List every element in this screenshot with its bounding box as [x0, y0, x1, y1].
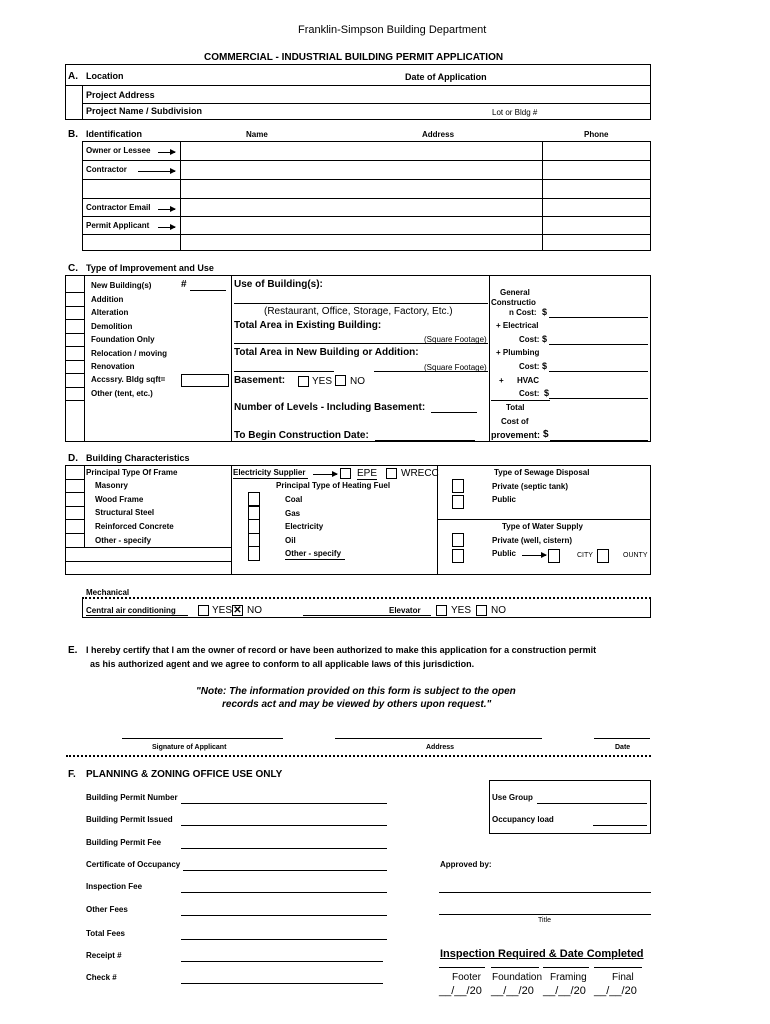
city-label: CITY	[577, 552, 593, 559]
general-dollar: $	[542, 307, 548, 317]
basement-no-checkbox[interactable]	[335, 375, 346, 386]
water-private-checkbox[interactable]	[452, 533, 464, 547]
improvement-box	[65, 275, 651, 442]
basement-yes-label: YES	[312, 376, 333, 387]
elevator-no: NO	[491, 605, 506, 616]
permit-applicant-label: Permit Applicant	[86, 221, 150, 230]
other-tent-label: Other (tent, etc.)	[91, 389, 153, 398]
renovation-label: Renovation	[91, 362, 135, 371]
square-footage-new: (Square Footage)	[424, 363, 487, 372]
inspection-fee-label: Inspection Fee	[86, 882, 143, 891]
inspection-final: Final	[612, 972, 634, 983]
arrow-icon	[158, 209, 175, 210]
electrical-label: + Electrical	[496, 321, 539, 330]
section-f-letter: F.	[68, 769, 76, 780]
approved-by-field[interactable]	[439, 892, 651, 893]
plumbing-dollar: $	[542, 361, 548, 371]
demolition-label: Demolition	[91, 322, 133, 331]
basement-no-label: NO	[350, 376, 365, 387]
sewage-public: Public	[492, 495, 517, 504]
number-sign: #	[181, 279, 187, 290]
electricity-supplier-label: Electricity Supplier	[233, 468, 306, 477]
arrow-icon	[138, 171, 175, 172]
section-d-letter: D.	[68, 453, 78, 464]
owner-lessee-label: Owner or Lessee	[86, 146, 151, 155]
permit-issued-field[interactable]	[181, 825, 387, 826]
central-air-yes-checkbox[interactable]	[198, 605, 209, 616]
use-group-label: Use Group	[492, 793, 533, 802]
sewage-private: Private (septic tank)	[492, 482, 569, 491]
check-field[interactable]	[181, 983, 383, 984]
water-public: Public	[492, 549, 517, 558]
inspection-fee-field[interactable]	[181, 892, 387, 893]
project-address-field[interactable]	[160, 90, 645, 102]
receipt-field[interactable]	[181, 961, 383, 962]
project-name-field[interactable]	[210, 106, 480, 118]
footer-date[interactable]: __/__/20	[439, 985, 482, 997]
separator	[66, 755, 651, 757]
plumbing-cost-label: Cost:	[519, 362, 540, 371]
basement-yes-checkbox[interactable]	[298, 376, 309, 387]
sewage-title: Type of Sewage Disposal	[494, 468, 590, 477]
heating-coal: Coal	[285, 495, 303, 504]
project-name-label: Project Name / Subdivision	[86, 106, 203, 116]
section-b-letter: B.	[68, 129, 78, 140]
inspection-foundation: Foundation	[492, 972, 543, 983]
contractor-email-label: Contractor Email	[86, 203, 151, 212]
contractor-field[interactable]	[182, 161, 540, 178]
certificate-field[interactable]	[183, 870, 387, 871]
inspection-title: Inspection Required & Date Completed	[440, 948, 644, 960]
other-fees-label: Other Fees	[86, 905, 128, 914]
permit-fee-label: Building Permit Fee	[86, 838, 162, 847]
section-c-label: Type of Improvement and Use	[86, 263, 214, 273]
certificate-label: Certificate of Occupancy	[86, 860, 181, 869]
section-a-letter: A.	[68, 71, 78, 82]
inspection-framing: Framing	[550, 972, 587, 983]
arrow-icon	[313, 474, 337, 475]
heating-other-checkbox[interactable]	[248, 547, 260, 561]
water-title: Type of Water Supply	[502, 522, 583, 531]
frame-title: Principal Type Of Frame	[86, 468, 178, 477]
department-name: Franklin-Simpson Building Department	[298, 24, 487, 36]
frame-wood: Wood Frame	[95, 495, 144, 504]
final-date[interactable]: __/__/20	[594, 985, 637, 997]
signature-label: Signature of Applicant	[152, 744, 227, 751]
electrical-dollar: $	[542, 334, 548, 344]
approved-by-label: Approved by:	[440, 860, 492, 869]
heating-other: Other - specify	[285, 549, 342, 558]
square-footage-existing: (Square Footage)	[424, 335, 487, 344]
date-line[interactable]	[594, 738, 650, 739]
contractor-label: Contractor	[86, 165, 127, 174]
section-b-label: Identification	[86, 129, 142, 139]
permit-number-label: Building Permit Number	[86, 793, 178, 802]
general-cost-label-3: n Cost:	[509, 308, 537, 317]
water-private: Private (well, cistern)	[492, 536, 573, 545]
date-of-application-label: Date of Application	[405, 72, 487, 82]
section-d-label: Building Characteristics	[86, 453, 190, 463]
title-field[interactable]	[439, 914, 651, 915]
use-of-building-label: Use of Building(s):	[234, 279, 323, 290]
arrow-icon	[522, 555, 546, 556]
water-county-checkbox[interactable]	[597, 549, 609, 563]
electrical-cost-label: Cost:	[519, 335, 540, 344]
section-f-label: PLANNING & ZONING OFFICE USE ONLY	[86, 769, 283, 780]
central-air-no: NO	[247, 605, 262, 616]
contractor-email-field[interactable]	[182, 199, 540, 215]
certification-line-2: as his authorized agent and we agree to conform to all applicable laws of this jurisdiction.	[90, 659, 475, 669]
elevator-no-checkbox[interactable]	[476, 605, 487, 616]
central-air-no-checkbox[interactable]: ✕	[233, 605, 242, 616]
existing-area-label: Total Area in Existing Building:	[234, 320, 382, 331]
arrow-icon	[158, 227, 175, 228]
wrecc-label: WRECC	[401, 468, 439, 479]
wrecc-checkbox[interactable]	[386, 468, 397, 479]
sewage-public-checkbox[interactable]	[452, 495, 464, 509]
lot-label: Lot or Bldg #	[492, 108, 538, 117]
epe-checkbox[interactable]	[340, 468, 351, 479]
use-examples: (Restaurant, Office, Storage, Factory, Etc.)	[264, 306, 453, 317]
general-cost-label-2: Constructio	[491, 298, 536, 307]
address-line[interactable]	[335, 738, 542, 739]
water-city-checkbox[interactable]	[548, 549, 560, 563]
permit-number-field[interactable]	[181, 803, 387, 804]
framing-date[interactable]: __/__/20	[543, 985, 586, 997]
addition-label: Addition	[91, 295, 124, 304]
water-public-checkbox[interactable]	[452, 549, 464, 563]
heating-gas-checkbox[interactable]	[248, 506, 260, 520]
receipt-label: Receipt #	[86, 951, 122, 960]
date-label: Date	[615, 744, 631, 751]
alteration-label: Alteration	[91, 308, 129, 317]
heating-electricity: Electricity	[285, 522, 324, 531]
relocation-label: Relocation / moving	[91, 349, 168, 358]
epe-label: EPE	[357, 468, 378, 479]
section-c-letter: C.	[68, 263, 78, 274]
cost-of-label: Cost of	[501, 417, 529, 426]
accessory-sqft-field[interactable]	[181, 374, 229, 387]
records-note-1: "Note: The information provided on this form is subject to the open	[196, 686, 516, 697]
use-group-field[interactable]	[537, 803, 647, 804]
elevator-yes: YES	[451, 605, 472, 616]
check-label: Check #	[86, 973, 117, 982]
col-address: Address	[422, 130, 455, 139]
frame-steel: Structural Steel	[95, 508, 155, 517]
permit-issued-label: Building Permit Issued	[86, 815, 173, 824]
occupancy-load-label: Occupancy load	[492, 815, 554, 824]
other-fees-field[interactable]	[181, 915, 387, 916]
inspection-footer: Footer	[452, 972, 481, 983]
form-title: COMMERCIAL - INDUSTRIAL BUILDING PERMIT APPLICATION	[204, 52, 504, 63]
frame-masonry: Masonry	[95, 481, 128, 490]
county-label: OUNTY	[623, 552, 648, 559]
elevator-label: Elevator	[389, 606, 421, 615]
frame-concrete: Reinforced Concrete	[95, 522, 174, 531]
hvac-cost-label: Cost:	[519, 389, 540, 398]
section-e-letter: E.	[68, 645, 78, 656]
address-label: Address	[426, 744, 455, 751]
col-name: Name	[246, 130, 268, 139]
heating-title: Principal Type of Heating Fuel	[276, 481, 391, 490]
elevator-yes-checkbox[interactable]	[436, 605, 447, 616]
project-address-label: Project Address	[86, 90, 155, 100]
total-fees-field[interactable]	[181, 939, 387, 940]
occupancy-load-field[interactable]	[593, 825, 647, 826]
foundation-only-label: Foundation Only	[91, 335, 155, 344]
arrow-icon	[158, 152, 175, 153]
plumbing-label: + Plumbing	[496, 348, 540, 357]
general-cost-label-1: General	[500, 288, 530, 297]
permit-applicant-field[interactable]	[182, 217, 540, 233]
new-building-label: New Building(s)	[91, 281, 152, 290]
foundation-date[interactable]: __/__/20	[491, 985, 534, 997]
begin-construction-label: To Begin Construction Date:	[234, 430, 369, 441]
new-area-label: Total Area in New Building or Addition:	[234, 347, 419, 358]
hvac-plus: +	[499, 376, 504, 385]
records-note-2: records act and may be viewed by others upon request."	[222, 699, 492, 710]
owner-name-address-field[interactable]	[182, 142, 540, 159]
sewage-private-checkbox[interactable]	[452, 479, 464, 493]
heating-oil-checkbox[interactable]	[248, 533, 260, 547]
hvac-dollar: $	[544, 388, 550, 398]
frame-other: Other - specify	[95, 536, 152, 545]
col-phone: Phone	[584, 130, 609, 139]
hvac-label: HVAC	[517, 376, 540, 385]
heating-oil: Oil	[285, 536, 296, 545]
total-dollar: $	[543, 429, 549, 440]
accessory-building-label: Accssry. Bldg sqft=	[91, 375, 166, 384]
certification-line-1: I hereby certify that I am the owner of record or have been authorized to make this application for a construction permit	[86, 645, 597, 655]
mechanical-label: Mechanical	[86, 588, 130, 597]
permit-fee-field[interactable]	[181, 848, 387, 849]
signature-line[interactable]	[122, 738, 283, 739]
central-air-yes: YES	[212, 605, 233, 616]
section-a-label: Location	[86, 71, 124, 81]
total-label: Total	[506, 403, 525, 412]
heating-gas: Gas	[285, 509, 301, 518]
improvement-label: provement:	[491, 430, 541, 440]
owner-phone-field[interactable]	[544, 142, 649, 159]
title-label: Title	[538, 917, 551, 924]
total-fees-label: Total Fees	[86, 929, 125, 938]
levels-label: Number of Levels - Including Basement:	[234, 402, 426, 413]
central-air-label: Central air conditioning	[86, 606, 176, 615]
heating-electricity-checkbox[interactable]	[248, 520, 260, 534]
heating-coal-checkbox[interactable]	[248, 492, 260, 506]
basement-label: Basement:	[234, 375, 286, 386]
